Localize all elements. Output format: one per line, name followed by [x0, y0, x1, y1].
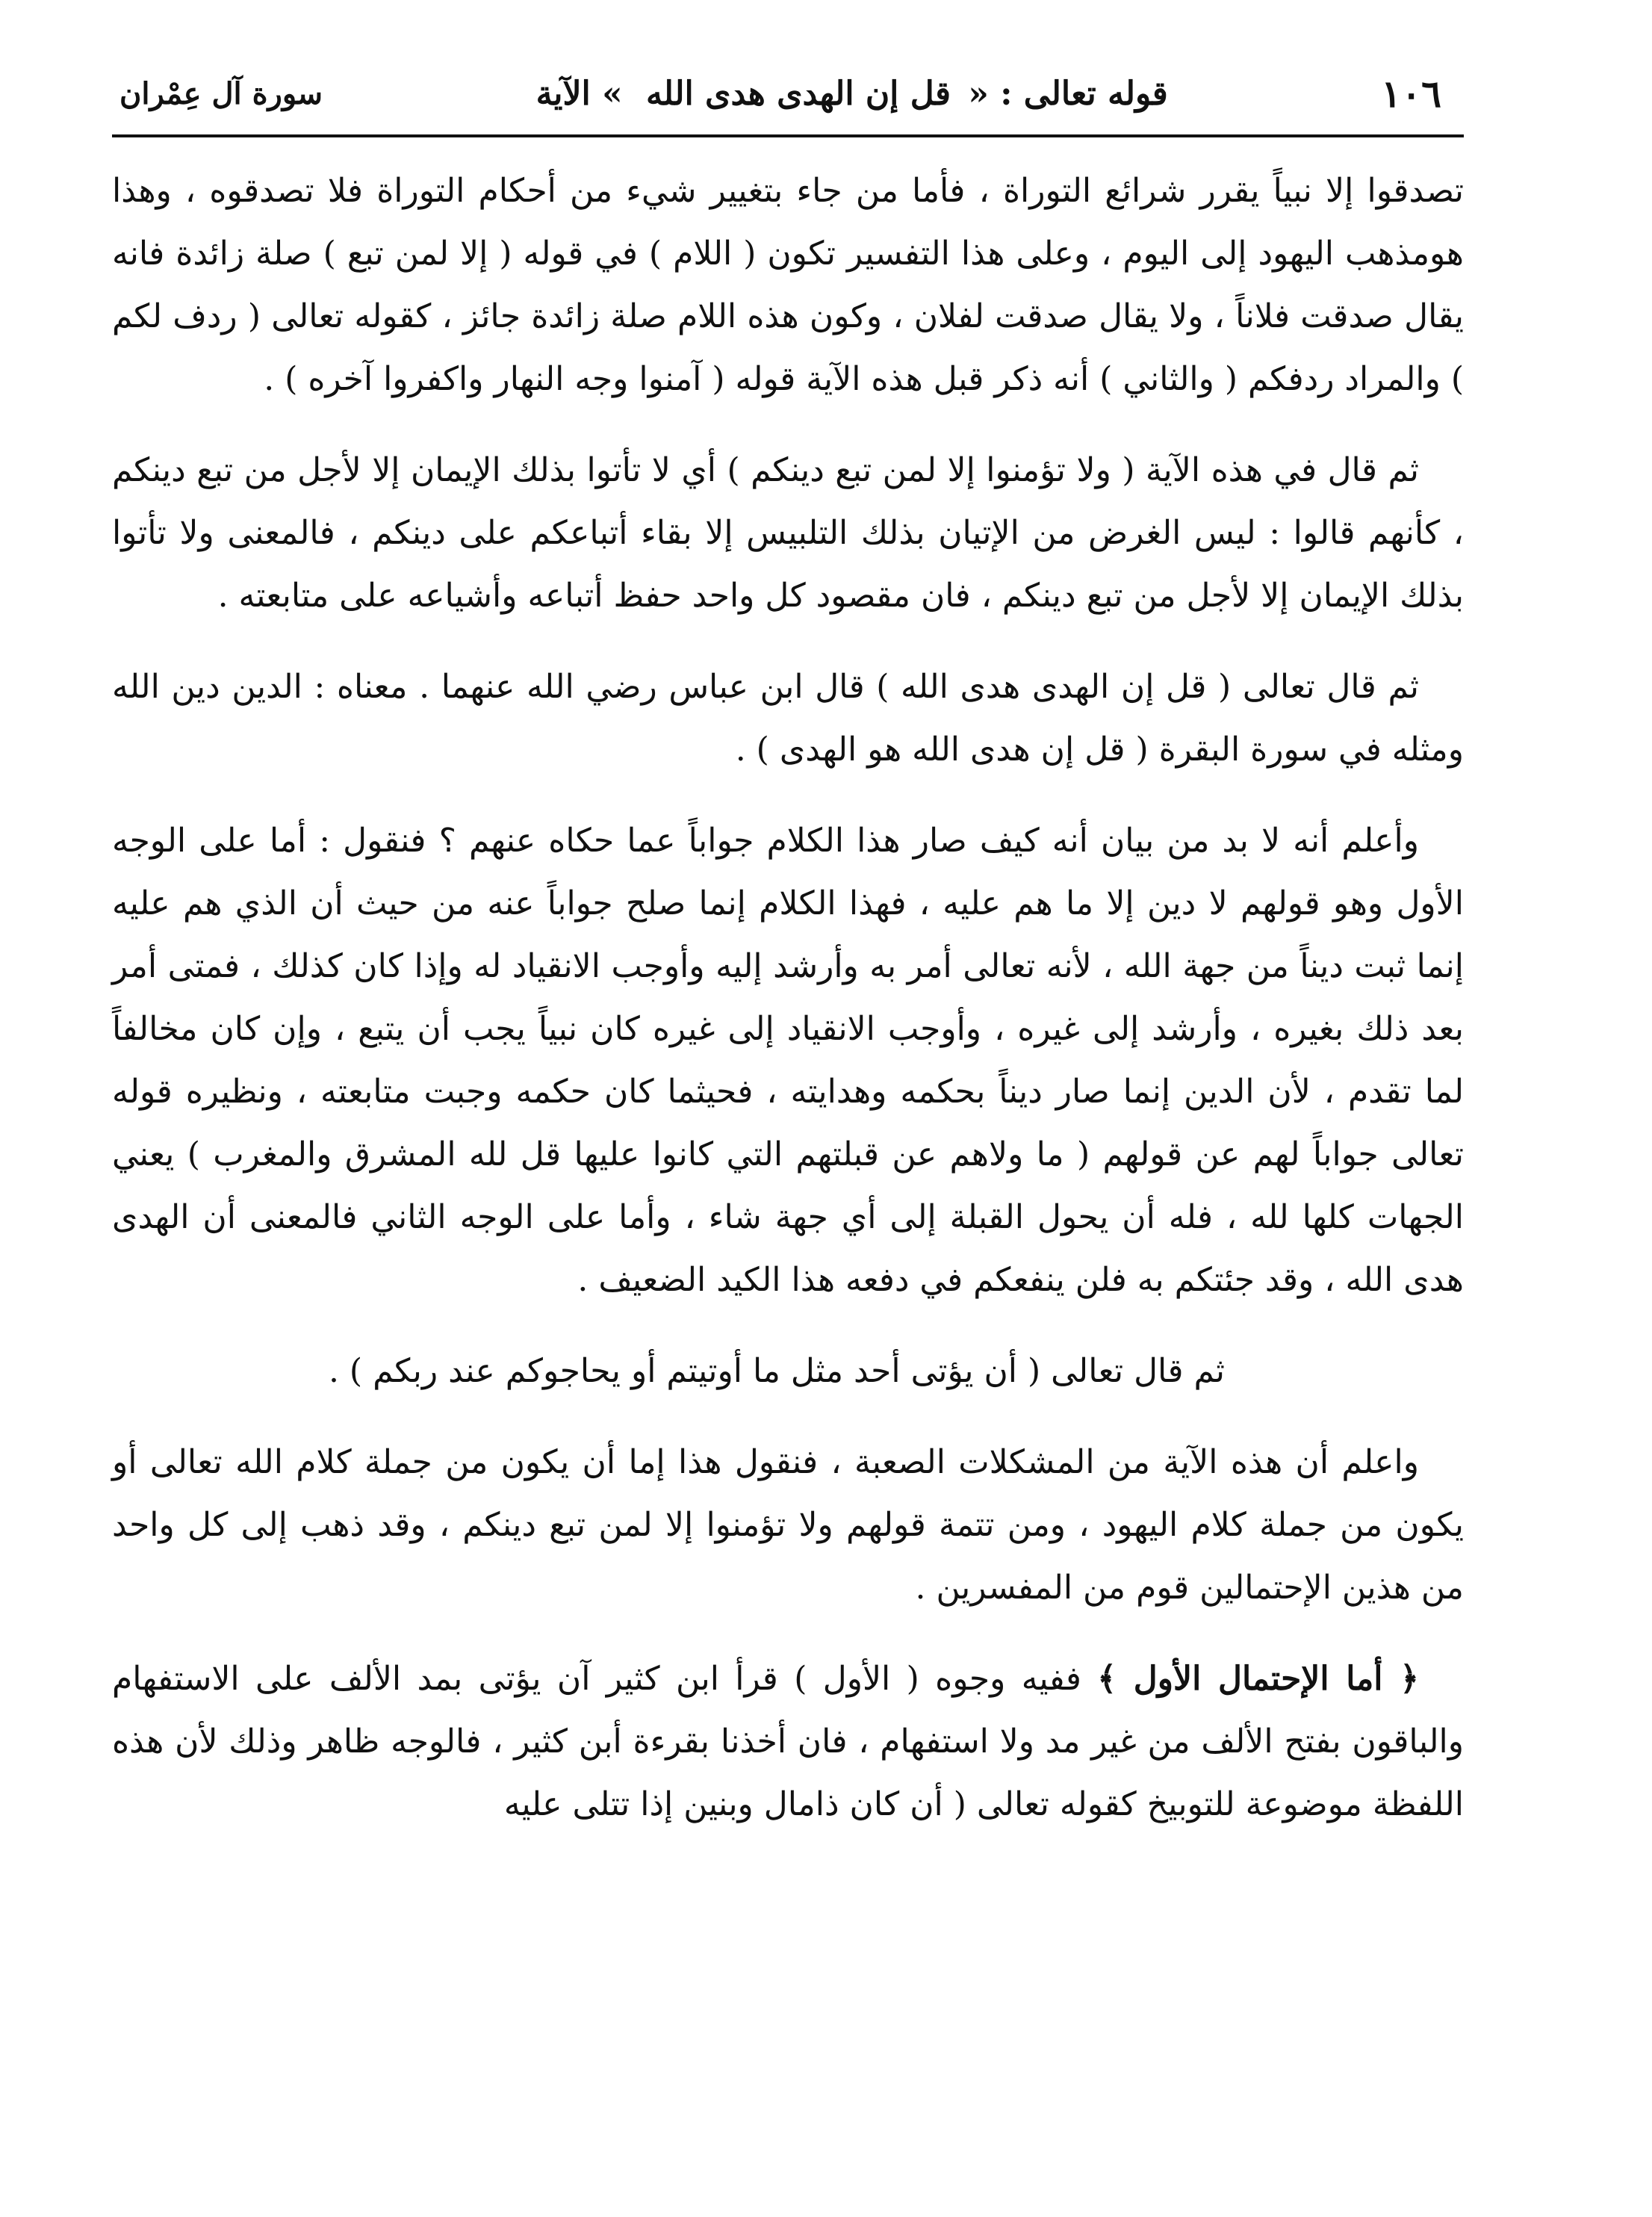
paragraph-7 [112, 1648, 1464, 1836]
header-divider [112, 134, 1464, 137]
running-title [323, 75, 1381, 113]
paragraph-3: ثم قال تعالى ( قل إن الهدى هدى الله ) قال ابن عباس رضي الله عنهما . معناه : الدين دين الله ومثله في سورة البقرة ( قل إن هدى الله هو الهدى ) . [112, 668, 1464, 769]
running-title-prefix: قوله تعالى : « [968, 74, 1168, 113]
paragraph-5: ثم قال تعالى ( أن يؤتى أحد مثل ما أوتيتم أو يحاجوكم عند ربكم ) . [328, 1352, 1225, 1390]
book-page [112, 60, 1464, 2166]
running-title-suffix: » الآية [535, 74, 623, 113]
paragraph-1: تصدقوا إلا نبياً يقرر شرائع التوراة ، فأما من جاء بتغيير شيء من أحكام التوراة فلا تصدقوه ، وهذا هومذهب اليهود إلى اليوم ، وعلى هذا التفسير تكون ( اللام ) في قوله ( إلا لمن تبع ) صلة زائدة فانه يقال صدقت فلاناً ، ولا يقال صدقت لفلان ، وكون هذه اللام صلة زائدة جائز ، كقوله تعالى ( ردف لكم ) والمراد ردفكم ( والثاني ) أنه ذكر قبل هذه الآية قوله ( آمنوا وجه النهار واكفروا آخره ) . [112, 172, 1465, 398]
page-number: ١٠٦ [1381, 71, 1441, 116]
section-heading: ﴿ أما الإحتمال الأول ﴾ [1097, 1660, 1419, 1698]
paragraph-6: واعلم أن هذه الآية من المشكلات الصعبة ، فنقول هذا إما أن يكون من جملة كلام الله تعالى أو يكون من جملة كلام اليهود ، ومن تتمة قولهم ولا تؤمنوا إلا لمن تبع دينكم ، وقد ذهب إلى كل واحد من هذين الإحتمالين قوم من المفسرين . [112, 1443, 1464, 1607]
paragraph-4: وأعلم أنه لا بد من بيان أنه كيف صار هذا الكلام جواباً عما حكاه عنهم ؟ فنقول : أما على الوجه الأول وهو قولهم لا دين إلا ما هم عليه ، فهذا الكلام إنما صلح جواباً عنه من حيث أن الذي هم عليه إنما ثبت ديناً من جهة الله ، لأنه تعالى أمر به وأرشد إليه وأوجب الانقياد له وإذا كان كذلك ، فمتى أمر بعد ذلك بغيره ، وأرشد إلى غيره ، وأوجب الانقياد إلى غيره كان نبياً يجب أن يتبع ، وإن كان مخالفاً لما تقدم ، لأن الدين إنما صار ديناً بحكمه وهدايته ، فحيثما كان حكمه وجبت متابعته ، ونظيره قوله تعالى جواباً لهم عن قولهم ( ما ولاهم عن قبلتهم التي كانوا عليها قل لله المشرق والمغرب ) يعني الجهات كلها لله ، فله أن يحول القبلة إلى أي جهة شاء ، وأما على الوجه الثاني فالمعنى أن الهدى هدى الله ، وقد جئتكم به فلن ينفعكم في دفعه هذا الكيد الضعيف . [112, 822, 1465, 1299]
surah-name: سورة آل عِمْران [119, 75, 323, 111]
section-text: ففيه وجوه ( الأول ) قرأ ابن كثير آن يؤتى بمد الألف على الاستفهام والباقون بفتح الألف من غير مد ولا استفهام ، فان أخذنا بقرءة أبن كثير ، فالوجه ظاهر وذلك لأن هذه اللفظة موضوعة للتوبيخ كقوله تعالى ( أن كان ذامال وبنين إذا تتلى عليه [112, 1660, 1464, 1823]
page-header [112, 60, 1464, 127]
body-text [112, 160, 1464, 1836]
paragraph-2: ثم قال في هذه الآية ( ولا تؤمنوا إلا لمن تبع دينكم ) أي لا تأتوا بذلك الإيمان إلا لأجل من تبع دينكم ، كأنهم قالوا : ليس الغرض من الإتيان بذلك التلبيس إلا بقاء أتباعكم على دينكم ، فالمعنى ولا تأتوا بذلك الإيمان إلا لأجل من تبع دينكم ، فان مقصود كل واحد حفظ أتباعه وأشياعه على متابعته . [112, 451, 1464, 615]
running-title-verse: قل إن الهدى هدى الله [645, 74, 951, 113]
